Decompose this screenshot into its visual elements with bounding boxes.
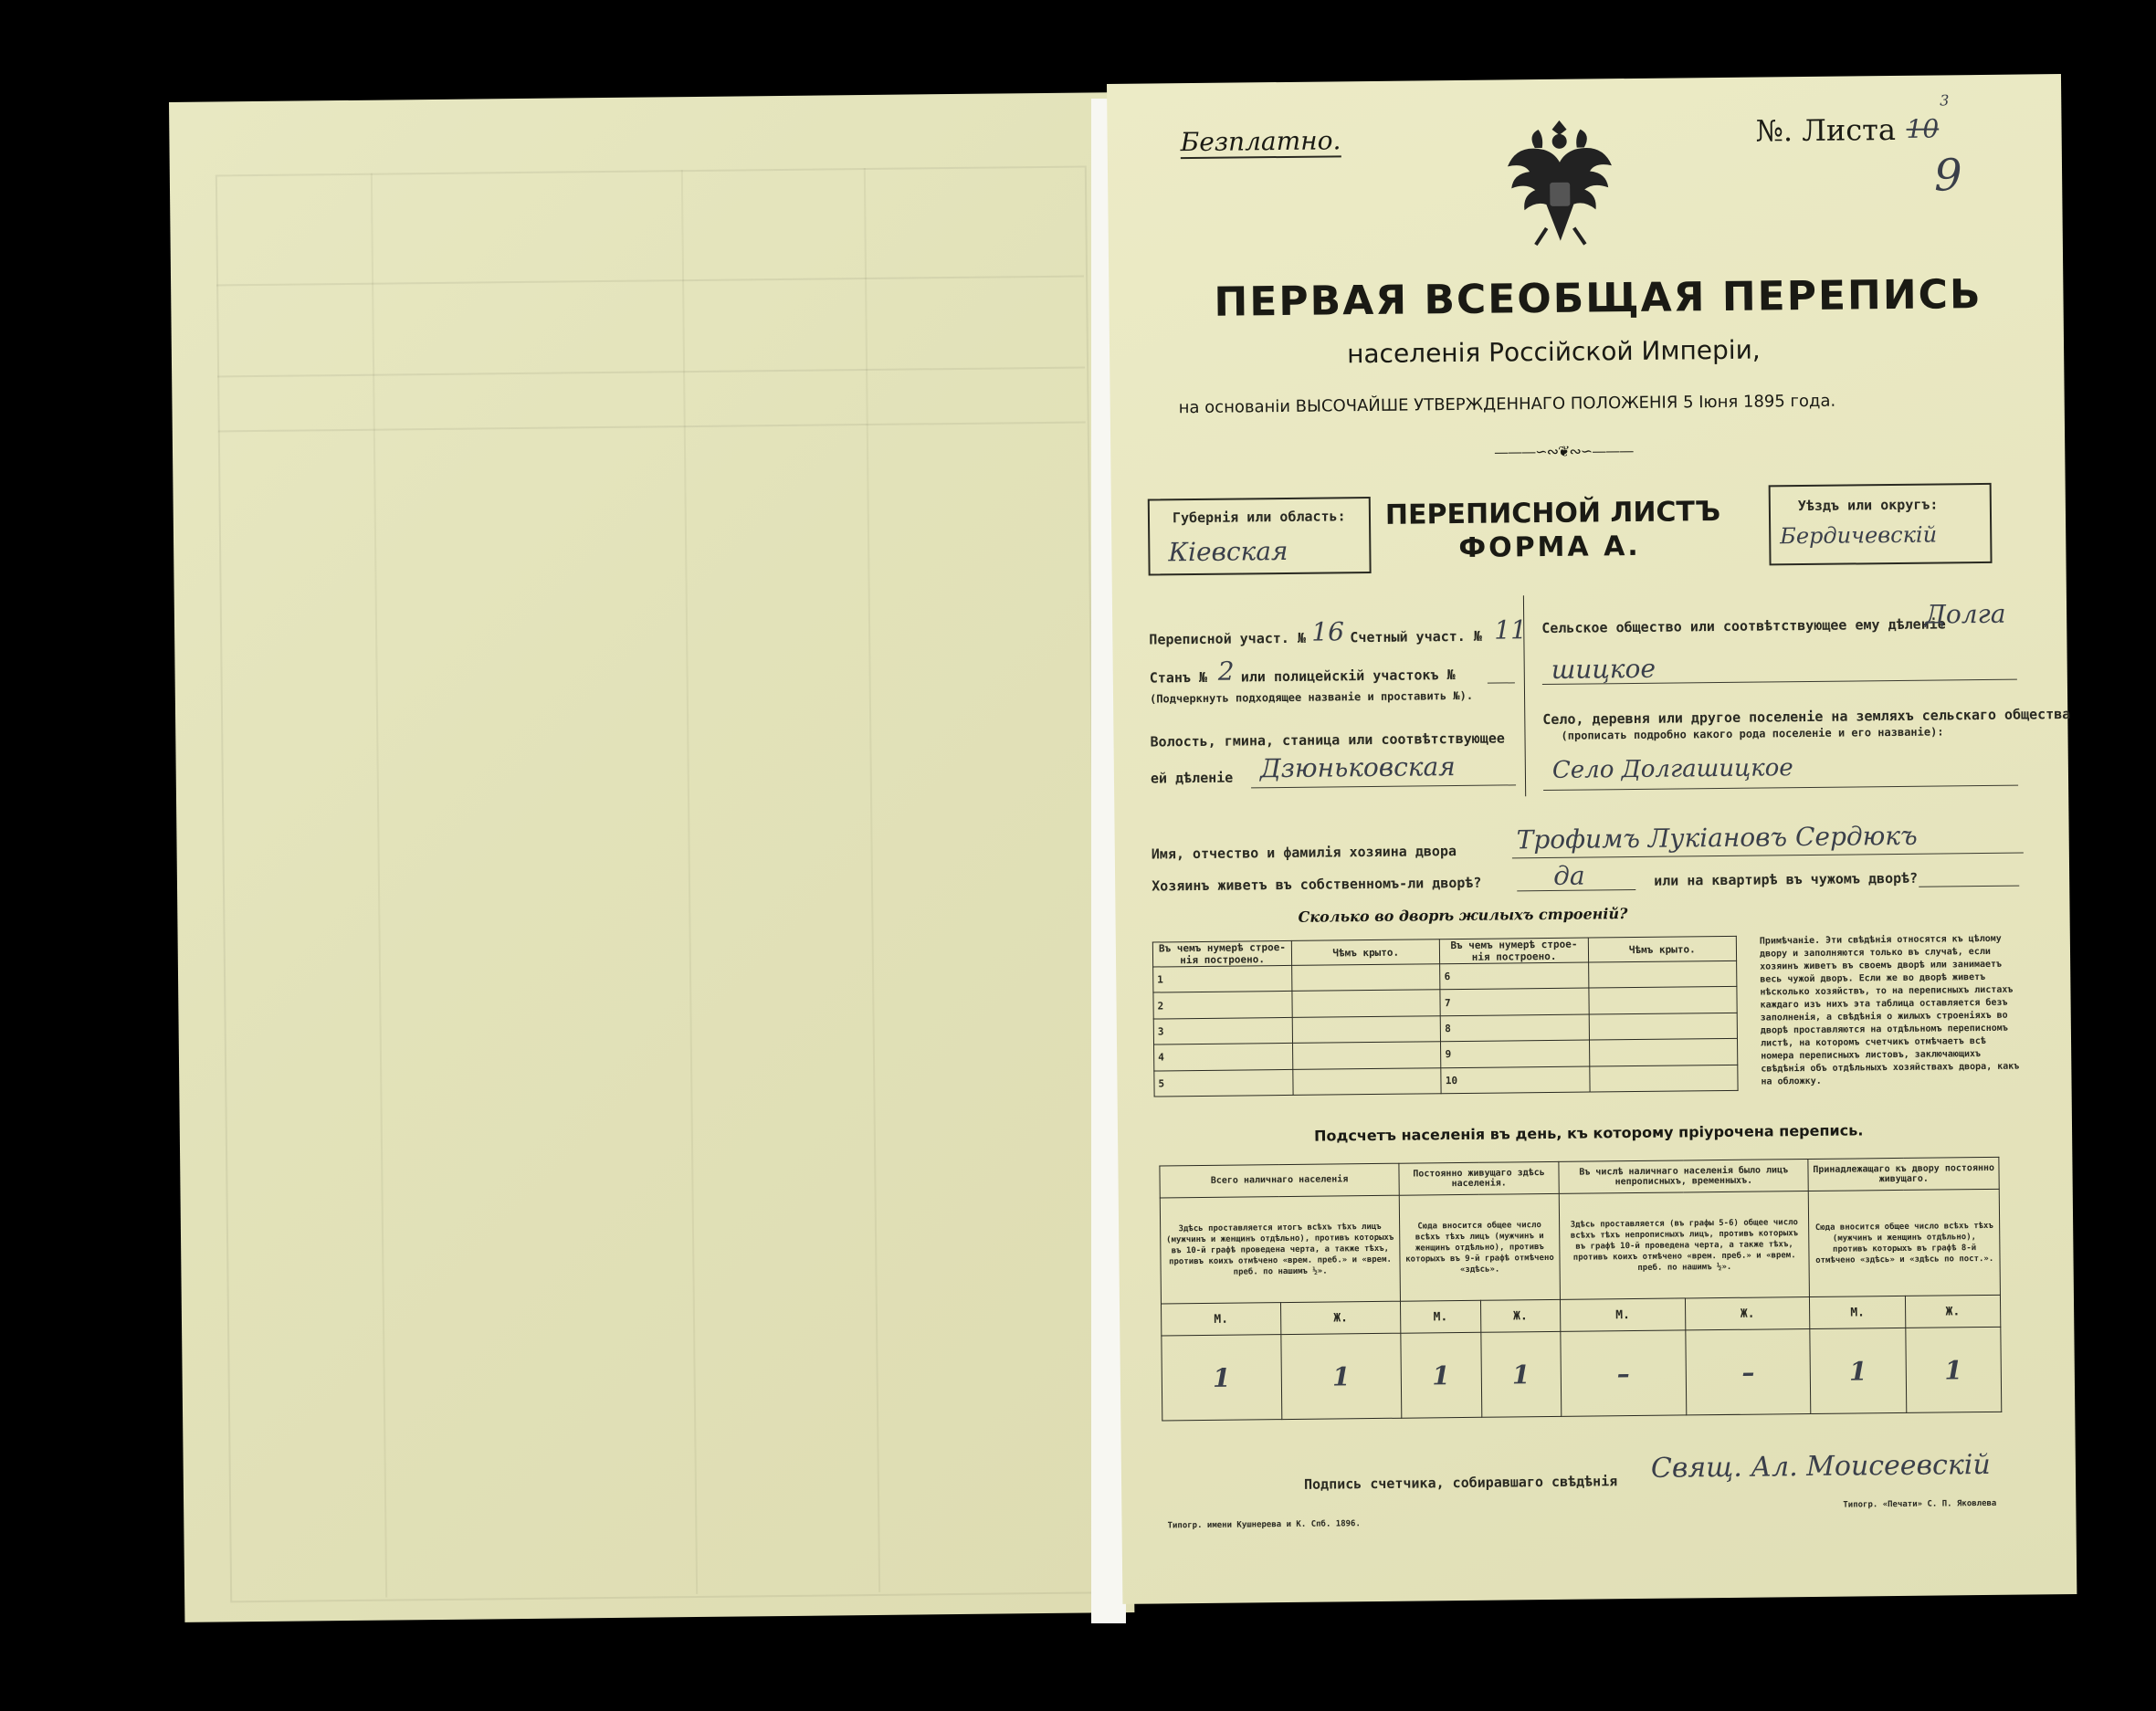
count-value: 1 [1401,1332,1482,1418]
count-sex-female: Ж. [1685,1297,1810,1330]
population-count-table [1159,1157,2002,1422]
rent-line [1919,886,2019,887]
own-yard-value: да [1552,860,1585,891]
village-line [1543,785,2018,791]
sheet-number-label: №. Листа [1755,111,1897,149]
sheet-number-value: 9 [1933,150,1962,202]
imperial-eagle-emblem-icon [1490,110,1629,258]
census-district-label: Переписной участ. № [1149,629,1307,648]
volost-label-cont: ей дѣленіе [1150,769,1234,787]
uezd-box [1769,483,1993,566]
count-sex-male: М. [1561,1298,1686,1331]
volost-value: Дзюньковская [1259,751,1456,784]
count-value: – [1561,1330,1687,1416]
buildings-row-number: 4 [1154,1044,1293,1071]
show-through-frame [216,165,1101,1602]
village-value: Село Долгашицкое [1551,754,1793,784]
buildings-row-number: 1 [1153,965,1292,992]
society-label: Сельское общество или соотвѣтствующее ему дѣленіе [1541,615,1946,637]
buildings-question: Сколько во дворѣ жилыхъ строеній? [1298,905,1628,926]
buildings-row-number: 7 [1440,988,1589,1015]
count-district-value: 11 [1494,614,1528,646]
census-main-title: ПЕРВАЯ ВСЕОБЩАЯ ПЕРЕПИСЬ [1214,270,1982,326]
buildings-row-number: 5 [1154,1069,1293,1097]
census-legal-basis: на основаніи ВЫСОЧАЙШЕ УТВЕРЖДЕННАГО ПОЛОЖЕНІЯ 5 Іюня 1895 года. [1178,391,1836,418]
uezd-value: Бердичевскій [1780,521,1938,550]
signature-value: Свящ. Ал. Моисеевскій [1650,1448,1991,1485]
count-header-temporary: Въ числѣ наличнаго населенія было лицъ непрописныхъ, временныхъ. [1559,1160,1809,1194]
sheet-title: ПЕРЕПИСНОЙ ЛИСТЪ [1384,495,1721,531]
sheet-number-old: 10 [1906,113,1940,144]
count-header-total: Всего наличнаго населенія [1160,1163,1399,1198]
count-district-label: Счетный участ. № [1350,627,1482,646]
count-value: 1 [1810,1328,1906,1413]
police-district-note: (Подчеркнуть подходящее названіе и проставить №). [1149,688,1474,706]
imprint-left: Типогр. имени Кушнерева и К. Спб. 1896. [1167,1519,1361,1531]
signature-label: Подпись счетчика, собиравшаго свѣдѣнія [1303,1473,1618,1493]
buildings-row-number: 6 [1440,962,1589,990]
count-sex-female: Ж. [1905,1295,2001,1328]
count-header-belonging: Принадлежащаго къ двору постоянно живущаго. [1808,1157,1999,1191]
own-yard-line [1517,889,1635,891]
society-value-cont: шицкое [1551,653,1656,685]
count-desc-total: Здѣсь проставляется итогъ всѣхъ тѣхъ лицъ (мужчинъ и женщинъ отдѣльно), противъ которыхъ въ 10-й графѣ проведена черта, а также тѣхъ, противъ коихъ отмѣчено «врем. преб.» и «врем. преб. по нашимъ ½». [1160,1195,1400,1304]
count-header-permanent: Постоянно живущаго здѣсь населенія. [1399,1161,1559,1195]
count-value: 1 [1905,1327,2001,1412]
count-title: Подсчетъ населенія въ день, къ которому пріурочена перепись. [1313,1121,1864,1145]
society-value: Долга [1924,598,2006,630]
stan-label: Станъ № [1149,668,1208,687]
buildings-row-number: 9 [1441,1040,1590,1067]
gubernia-box [1148,497,1372,576]
count-value: 1 [1162,1335,1282,1421]
gubernia-value: Кіевская [1168,535,1288,568]
ornament-divider: ———∽∾❦∾∽——— [1494,441,1634,461]
census-form-page [1107,74,2077,1604]
census-district-value: 16 [1311,616,1345,647]
buildings-row-number: 2 [1153,992,1292,1019]
police-district-line [1488,682,1515,683]
count-value: 1 [1281,1333,1402,1419]
own-yard-label: Хозяинъ живетъ въ собственномъ-ли дворѣ? [1152,874,1482,895]
police-district-label: или полицейскій участокъ № [1240,667,1456,686]
free-label: Безплатно. [1180,125,1341,158]
count-sex-female: Ж. [1480,1299,1561,1332]
owner-label: Имя, отчество и фамилія хозяина двора [1151,843,1457,863]
buildings-col-name: Въ чемъ нумерѣ строе- нія построено. [1440,938,1589,964]
count-sex-male: М. [1400,1300,1480,1333]
count-desc-permanent: Сюда вносится общее число всѣхъ тѣхъ лицъ (мужчинъ и женщинъ отдѣльно), противъ которыхъ въ 9-й графѣ отмѣчено «здѣсь». [1399,1193,1560,1301]
count-sex-female: Ж. [1280,1301,1400,1334]
village-label: Село, деревня или другое поселеніе на земляхъ сельскаго общества [1542,705,2071,729]
count-desc-temporary: Здѣсь проставляется (въ графы 5-6) общее число всѣхъ тѣхъ непрописныхъ лицъ, противъ которыхъ въ графѣ 10-й проведена черта, а также тѣхъ, противъ коихъ отмѣчено «врем. преб.» и «врем. преб. по нашимъ ½». [1559,1191,1809,1299]
count-value: – [1686,1329,1812,1415]
count-value: 1 [1480,1331,1562,1417]
owner-value: Трофимъ Лукіановъ Сердюкъ [1516,820,1918,856]
buildings-col-roof: Чѣмъ крыто. [1291,939,1440,966]
rent-label: или на квартирѣ въ чужомъ дворѣ? [1654,869,1919,889]
buildings-note: Примѣчаніе. Эти свѣдѣнія относятся къ цѣлому двору и заполняются только въ случаѣ, если хозяинъ живетъ въ своемъ дворѣ или занимаетъ весь чужой дворъ. Если же во дворѣ живетъ нѣсколько хозяйствъ, то на переписныхъ листахъ каждаго изъ нихъ эта таблица оставляется безъ заполненія, а свѣдѣнія о жилыхъ строеніяхъ во дворѣ проставляются на отдѣльномъ переписномъ листѣ, на которомъ счетчикъ отмѣчаетъ всѣ номера переписныхъ листовъ, заключающихъ свѣдѣнія объ отдѣльныхъ хозяйствахъ двора, какъ на обложку. [1759,933,2020,1087]
sheet-number-small: 3 [1940,91,1950,110]
gubernia-label: Губернія или область: [1172,508,1346,527]
census-subtitle: населенія Россійской Имперіи, [1346,334,1761,370]
count-desc-belonging: Сюда вносится общее число всѣхъ тѣхъ (мужчинъ и женщинъ отдѣльно), противъ которыхъ въ графѣ 8-й отмѣчено «здѣсь» и «здѣсь по пост.». [1809,1189,2001,1296]
buildings-row-number: 10 [1441,1066,1590,1094]
buildings-row-number: 8 [1441,1014,1590,1042]
count-sex-male: М. [1161,1303,1280,1336]
buildings-col-name: Въ чемъ нумерѣ строе- нія построено. [1152,940,1291,967]
volost-line [1251,784,1516,788]
stan-value: 2 [1217,656,1235,687]
buildings-col-roof: Чѣмъ крыто. [1588,936,1737,962]
buildings-table [1152,936,1739,1097]
uezd-label: Уѣздъ или округъ: [1797,496,1939,515]
left-blank-page [169,92,1134,1622]
village-note: (прописать подробно какого рода поселеніе и его названіе): [1561,725,1944,742]
volost-label: Волость, гмина, станица или соотвѣтствующее [1150,730,1505,751]
form-name: ФОРМА А. [1458,530,1641,564]
imprint-right: Типогр. «Печати» С. П. Яковлева [1843,1498,1997,1510]
count-sex-male: М. [1810,1296,1906,1329]
buildings-row-number: 3 [1153,1017,1292,1044]
